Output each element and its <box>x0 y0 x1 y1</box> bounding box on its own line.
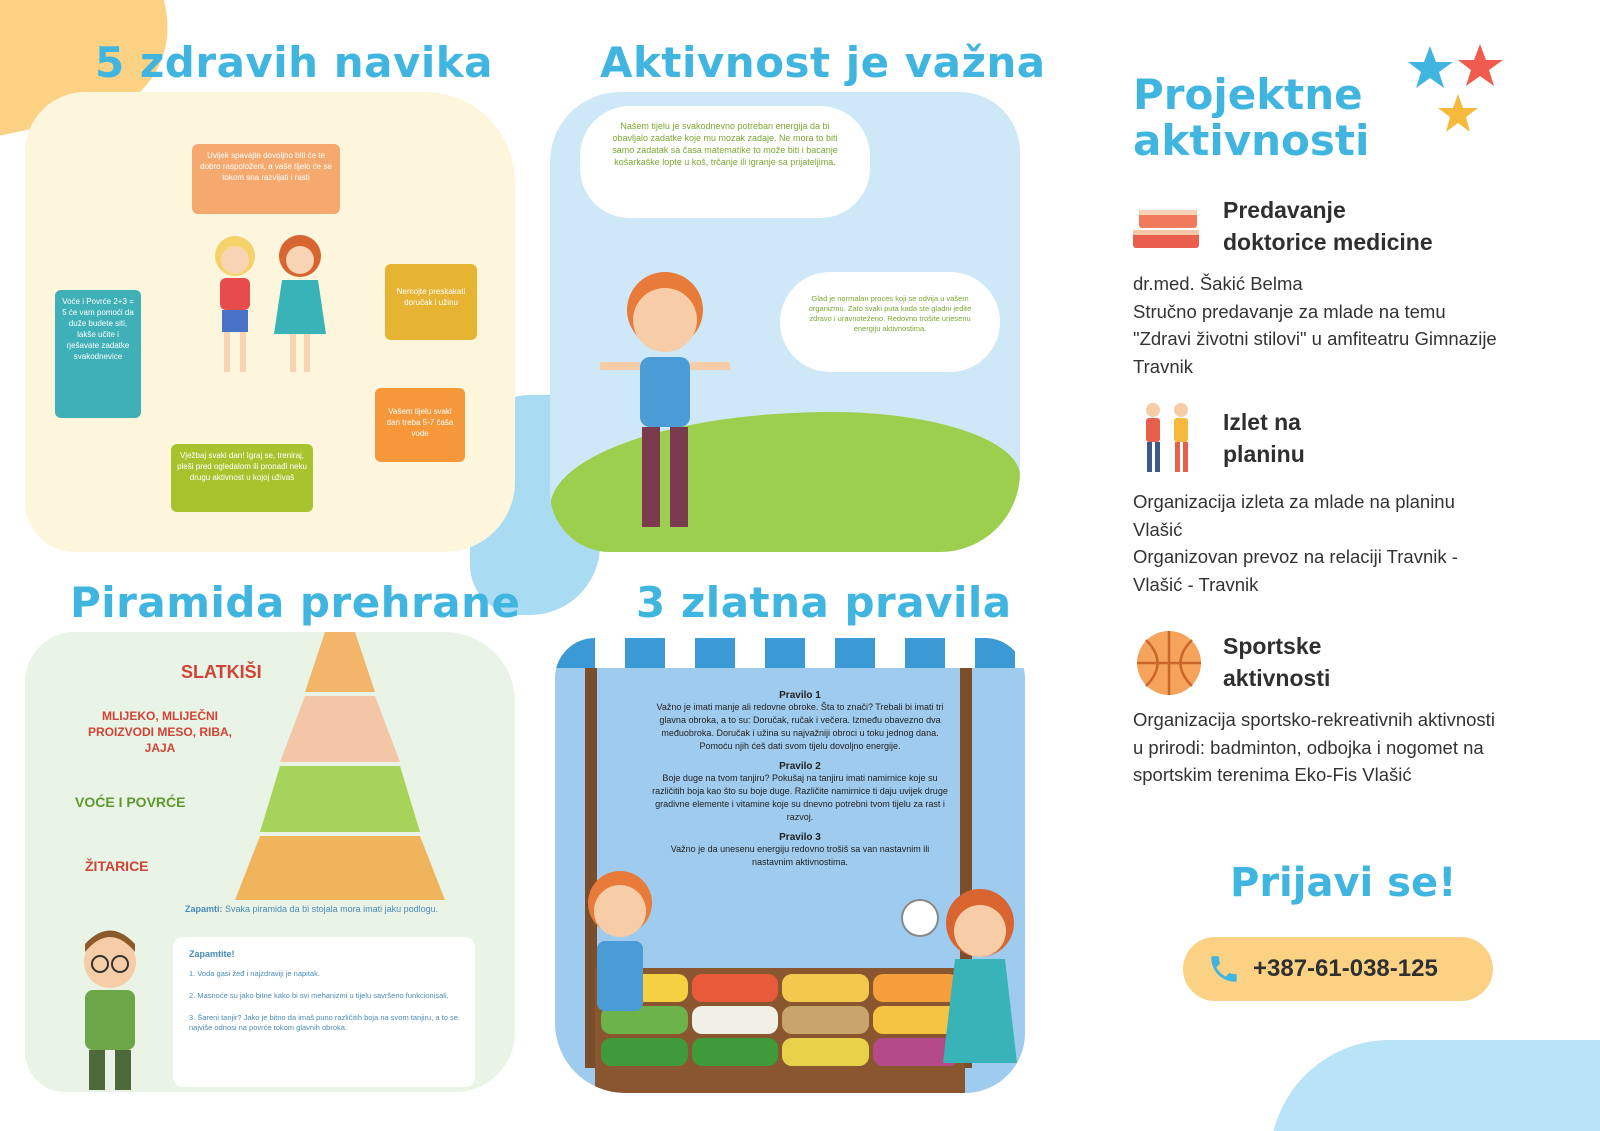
pyramid-level-fruit: VOĆE I POVRĆE <box>75 794 186 810</box>
pyramid-panel <box>25 632 515 1092</box>
habits-bubble-fruit: Voće i Povrće 2+3 = 5 će vam pomoći da duže budete siti, lakše učite i rješavate zadatke svakodnevice <box>55 290 141 418</box>
activity-lecture-text <box>1133 270 1563 380</box>
activity-lecture-line: dr.med. Šakić Belma <box>1133 273 1303 294</box>
awning <box>555 638 1025 668</box>
remember-title: Zapamtite! <box>189 949 235 959</box>
pyramid-level-grains: ŽITARICE <box>85 858 149 874</box>
rule2-text: Boje duge na tvom tanjiru? Pokušaj na tanjiru imati namirnice koje su različitih boja kao što su boje duge. Različite namirnice ti daju uvijek druge gradivne elemente i vitamine koje su dnevno potrebni tvom tijelu za rast i razvoj. <box>652 773 948 822</box>
boy-illustration <box>590 262 740 542</box>
kids-at-stall-illustration <box>555 863 1025 1093</box>
activity-sport-line: u prirodi: badminton, odbojka i nogomet na <box>1133 736 1484 758</box>
decor-blob-bottom-right <box>1270 1040 1600 1131</box>
activity-sport-title-line2: aktivnosti <box>1223 665 1331 691</box>
habits-bubble-water: Vašem tijelu svaki dan treba 5-7 čaša vode <box>375 388 465 462</box>
activity-panel <box>550 92 1020 552</box>
pyramid-level-sweets: SLATKIŠI <box>181 662 262 682</box>
phone-number: +387-61-038-125 <box>1253 955 1438 982</box>
activity-cloud-top: Našem tijelu je svakodnevno potreban energija da bi obavljalo zadatke koje mu mozak zadaje. Ne mora to biti samo zadatak sa časa matematike to može biti i bacanje košarkaške lopte u koš, trčanje ili igranje sa prijateljima. <box>580 106 870 218</box>
remember-item: 3. Šareni tanjir? Jako je bitno da imaš puno različitih boja na svom tanjiru, a to se najviše odnosi na povrće tokom glavnih obroka. <box>189 1013 458 1032</box>
activity-lecture-title-line1: Predavanje <box>1223 197 1346 223</box>
activity-title: Aktivnost je važna <box>600 38 1046 87</box>
activity-trip-line: Organizovan prevoz na relaciji Travnik - <box>1133 546 1458 567</box>
habits-bubble-exercise: Vježbaj svaki dan! Igraj se, treniraj, pleši pred ogledalom ili pronađi neku drugu aktivnost u kojoj uživaš <box>171 444 313 512</box>
activity-lecture-title-line2: doktorice medicine <box>1223 229 1433 255</box>
sidebar-title-line1: Projektne <box>1133 70 1363 119</box>
remember-item: 2. Masnoće su jako bitne kako bi svi mehanizmi u tijelu savršeno funkcionisali. <box>189 991 449 1000</box>
sidebar-title <box>1133 72 1369 164</box>
activity-sport-line: sportskim terenima Eko-Fis Vlašić <box>1133 764 1412 785</box>
rules-title: 3 zlatna pravila <box>636 578 1012 627</box>
activity-trip-title <box>1223 406 1305 470</box>
rules-panel <box>555 638 1025 1093</box>
activity-trip-line: Vlašić - Travnik <box>1133 573 1259 595</box>
activity-lecture-line: "Zdravi životni stilovi" u amfiteatru Gimnazije <box>1133 328 1497 349</box>
teacher-illustration <box>55 922 165 1092</box>
pyramid-note <box>185 904 438 914</box>
habits-bubble-sleep: Uvijek spavajte dovoljno biti će te dobro raspoloženi, a vaše tijelo će se tokom sna razvijati i rasti <box>192 144 340 214</box>
activity-trip-title-line1: Izlet na <box>1223 409 1301 435</box>
activity-lecture-line: Stručno predavanje za mlade na temu <box>1133 300 1446 322</box>
pyramid-note-text: Svaka piramida da bi stojala mora imati jaku podlogu. <box>225 904 439 914</box>
stars-icon <box>1408 42 1518 142</box>
kids-illustration <box>190 226 350 386</box>
activity-sport-title <box>1223 630 1330 694</box>
activity-lecture-line: Travnik <box>1133 355 1193 377</box>
rule2-title: Pravilo 2 <box>779 761 821 772</box>
habits-panel <box>25 92 515 552</box>
pyramid-note-label: Zapamti: <box>185 904 223 914</box>
pyramid-title: Piramida prehrane <box>70 578 521 627</box>
activity-trip-title-line2: planinu <box>1223 441 1305 467</box>
activity-sport-line: Organizacija sportsko-rekreativnih aktivnosti <box>1133 709 1495 730</box>
activity-trip-text <box>1133 488 1563 598</box>
pyramid-level-dairy: MLIJEKO, MLIJEČNI PROIZVODI MESO, RIBA, JAJA <box>87 709 232 755</box>
basketball-icon <box>1134 628 1204 698</box>
activity-trip-line: Organizacija izleta za mlade na planinu <box>1133 491 1455 512</box>
activity-sport-text <box>1133 706 1563 789</box>
activity-cloud-right: Glad je normalan proces koji se odvija u vašem organizmu. Zato svaki puta kada ste gladni jedite zdravo i uravnoteženo. Redovno trošite unesenu energiju aktivnostima. <box>780 272 1000 372</box>
sidebar-title-line2: aktivnosti <box>1133 116 1370 165</box>
habits-bubble-breakfast: Nemojte preskakati doručak i užinu <box>385 264 477 340</box>
remember-box <box>173 937 475 1087</box>
phone-button[interactable] <box>1183 937 1493 1001</box>
rule1-title: Pravilo 1 <box>779 690 821 701</box>
activity-lecture-title <box>1223 194 1433 258</box>
phone-icon <box>1207 952 1241 986</box>
signup-heading: Prijavi se! <box>1230 860 1457 906</box>
books-icon <box>1131 196 1203 256</box>
rule3-text: Važno je da unesenu energiju redovno trošiš sa van nastavnim ili nastavnim aktivnostima. <box>670 844 930 867</box>
hikers-icon <box>1133 400 1203 480</box>
remember-item: 1. Voda gasi žeđ i najzdraviji je napitak. <box>189 969 320 978</box>
habits-title: 5 zdravih navika <box>95 38 493 87</box>
rule3-title: Pravilo 3 <box>779 832 821 843</box>
activity-trip-line: Vlašić <box>1133 518 1183 540</box>
activity-sport-title-line1: Sportske <box>1223 633 1322 659</box>
rule1-text: Važno je imati manje ali redovne obroke. Šta to znači? Trebali bi imati tri glavna obroka, a to su: Doručak, ručak i večera. Između obavezno dva međuobroka. Doručak i užina su najvažniji obroci u toku jednog dana. Pomoću njih ćeš dati svom tijelu dovoljno energije. <box>656 702 944 751</box>
rules-text <box>650 682 950 869</box>
